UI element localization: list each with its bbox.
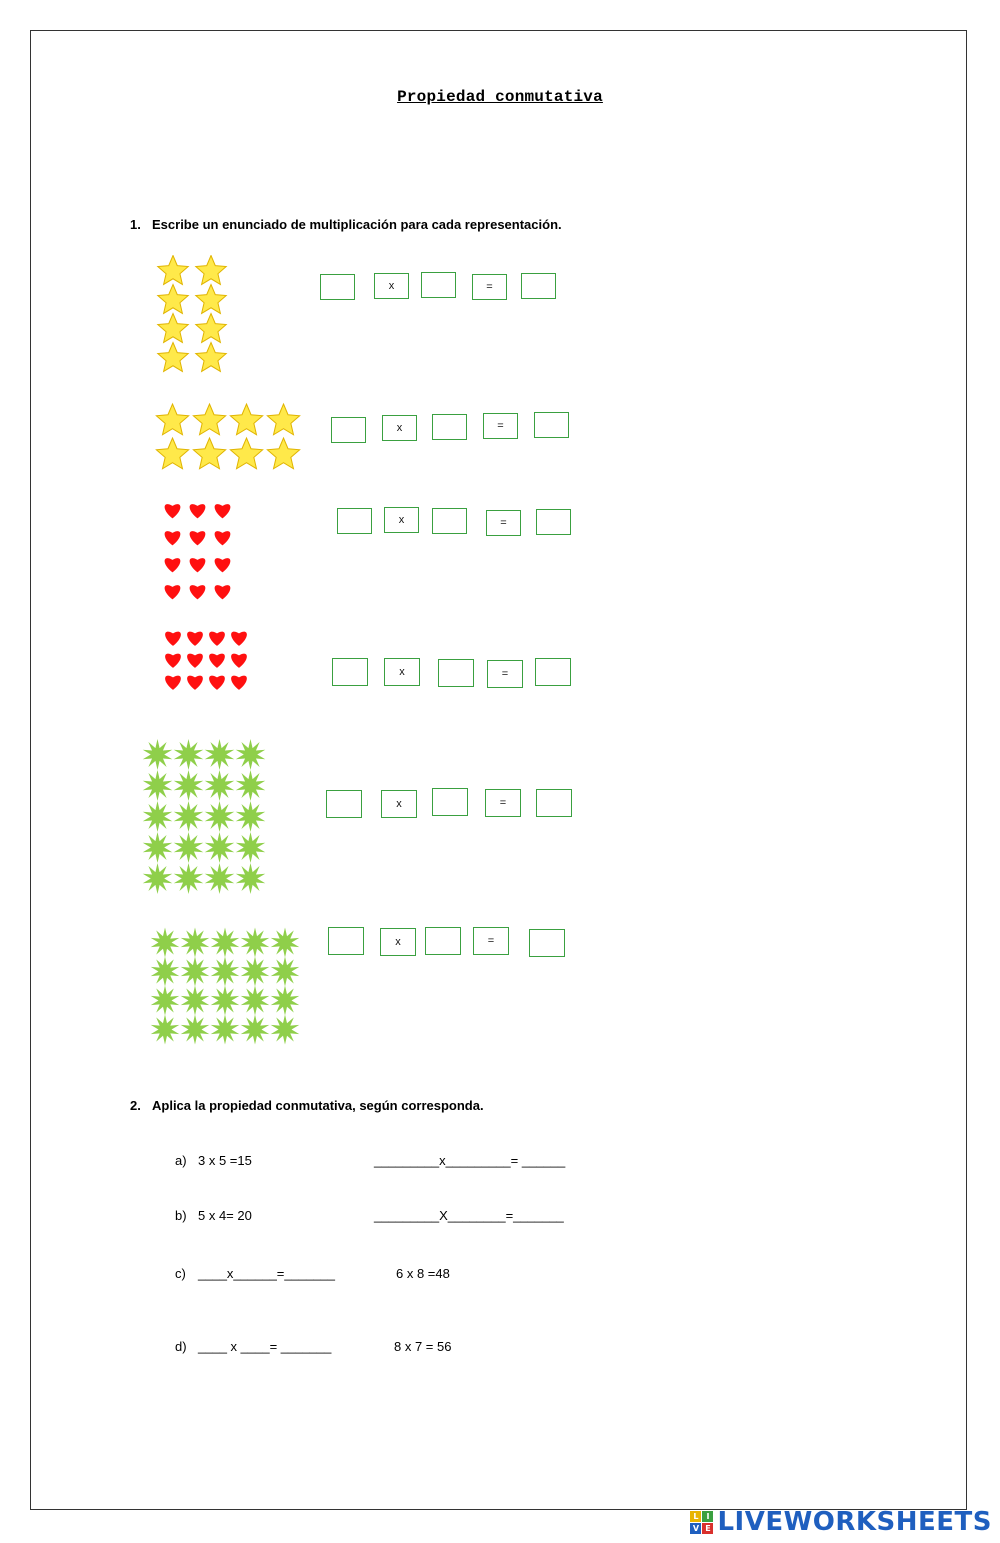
exercise-a-right[interactable]: _________x_________= ______ xyxy=(374,1153,566,1168)
burst-icon xyxy=(205,832,234,863)
heart-icon xyxy=(190,558,206,572)
figure-svg xyxy=(152,402,304,474)
question-1-heading xyxy=(130,217,562,232)
heart-icon xyxy=(215,504,231,518)
figure-svg xyxy=(152,255,232,375)
burst-icon xyxy=(174,832,203,863)
star-icon xyxy=(156,438,188,469)
heart-icon xyxy=(231,654,247,668)
page-title: Propiedad conmutativa xyxy=(397,88,603,106)
exercise-a-letter: a) xyxy=(175,1153,187,1168)
burst-icon xyxy=(174,739,203,770)
equals-box-3: = xyxy=(486,510,521,536)
question-1-text: Escribe un enunciado de multiplicación para cada representación. xyxy=(152,217,562,232)
burst-icon xyxy=(181,986,210,1016)
burst-icon xyxy=(143,832,172,863)
figure-stars-2x4 xyxy=(152,402,304,479)
heart-icon xyxy=(165,585,181,599)
answer-box-2b[interactable] xyxy=(432,414,467,440)
burst-icon xyxy=(241,957,270,987)
burst-icon xyxy=(181,957,210,987)
logo-letter-e: E xyxy=(702,1523,713,1534)
figure-bursts-5x4 xyxy=(140,737,268,901)
burst-icon xyxy=(236,739,265,770)
star-icon xyxy=(267,438,299,469)
burst-icon xyxy=(181,1015,210,1045)
heart-icon xyxy=(209,654,225,668)
answer-box-3b[interactable] xyxy=(432,508,467,534)
exercise-b-left: 5 x 4= 20 xyxy=(198,1208,252,1223)
star-icon xyxy=(158,285,188,314)
heart-icon xyxy=(190,531,206,545)
answer-box-3c[interactable] xyxy=(536,509,571,535)
logo-letter-i: I xyxy=(702,1511,713,1522)
answer-box-1a[interactable] xyxy=(320,274,355,300)
logo-letter-l: L xyxy=(690,1511,701,1522)
star-icon xyxy=(193,438,225,469)
burst-icon xyxy=(241,928,270,958)
burst-icon xyxy=(211,1015,240,1045)
answer-box-3a[interactable] xyxy=(337,508,372,534)
star-icon xyxy=(267,404,299,435)
burst-icon xyxy=(236,801,265,832)
figure-svg xyxy=(158,494,237,606)
exercise-b-letter: b) xyxy=(175,1208,187,1223)
answer-box-2a[interactable] xyxy=(331,417,366,443)
equals-box-5: = xyxy=(485,789,521,817)
times-box-1: x xyxy=(374,273,409,299)
burst-icon xyxy=(271,928,300,958)
exercise-a-left: 3 x 5 =15 xyxy=(198,1153,252,1168)
answer-box-6b[interactable] xyxy=(425,927,461,955)
star-icon xyxy=(196,314,226,343)
star-icon xyxy=(158,343,188,372)
exercise-c-letter: c) xyxy=(175,1266,186,1281)
star-icon xyxy=(193,404,225,435)
equals-box-1: = xyxy=(472,274,507,300)
burst-icon xyxy=(151,1015,180,1045)
answer-box-1c[interactable] xyxy=(521,273,556,299)
answer-box-2c[interactable] xyxy=(534,412,569,438)
heart-icon xyxy=(165,676,181,690)
figure-stars-4x2 xyxy=(152,255,232,380)
burst-icon xyxy=(151,957,180,987)
answer-box-5a[interactable] xyxy=(326,790,362,818)
exercise-d-letter: d) xyxy=(175,1339,187,1354)
burst-icon xyxy=(236,863,265,894)
burst-icon xyxy=(151,928,180,958)
burst-icon xyxy=(236,770,265,801)
times-box-3: x xyxy=(384,507,419,533)
burst-icon xyxy=(174,801,203,832)
figure-hearts-4x3 xyxy=(158,494,237,611)
burst-icon xyxy=(174,770,203,801)
burst-icon xyxy=(211,957,240,987)
answer-box-5c[interactable] xyxy=(536,789,572,817)
logo-letter-v: V xyxy=(690,1523,701,1534)
answer-box-6a[interactable] xyxy=(328,927,364,955)
burst-icon xyxy=(211,928,240,958)
question-2-heading xyxy=(130,1098,484,1113)
burst-icon xyxy=(205,801,234,832)
burst-icon xyxy=(271,957,300,987)
equals-box-6: = xyxy=(473,927,509,955)
burst-icon xyxy=(151,986,180,1016)
figure-svg xyxy=(148,926,302,1046)
heart-icon xyxy=(165,531,181,545)
heart-icon xyxy=(187,676,203,690)
times-box-2: x xyxy=(382,415,417,441)
star-icon xyxy=(158,314,188,343)
burst-icon xyxy=(143,801,172,832)
burst-icon xyxy=(205,739,234,770)
question-2-text: Aplica la propiedad conmutativa, según corresponda. xyxy=(152,1098,484,1113)
times-box-4: x xyxy=(384,658,420,686)
exercise-d-left[interactable]: ____ x ____= _______ xyxy=(198,1339,332,1354)
heart-icon xyxy=(190,504,206,518)
figure-svg xyxy=(160,624,252,694)
heart-icon xyxy=(209,632,225,646)
question-1-number: 1. xyxy=(130,217,141,232)
heart-icon xyxy=(165,654,181,668)
burst-icon xyxy=(143,739,172,770)
figure-bursts-4x5 xyxy=(148,926,302,1051)
question-2-number: 2. xyxy=(130,1098,141,1113)
times-box-6: x xyxy=(380,928,416,956)
logo-grid-icon xyxy=(690,1511,713,1534)
heart-icon xyxy=(209,676,225,690)
answer-box-4b[interactable] xyxy=(438,659,474,687)
exercise-c-left[interactable]: ____x______=_______ xyxy=(198,1266,336,1281)
burst-icon xyxy=(241,986,270,1016)
star-icon xyxy=(230,404,262,435)
figure-hearts-3x4 xyxy=(160,624,252,699)
heart-icon xyxy=(190,585,206,599)
logo-text: LIVEWORKSHEETS xyxy=(717,1507,992,1537)
burst-icon xyxy=(211,986,240,1016)
times-box-5: x xyxy=(381,790,417,818)
burst-icon xyxy=(143,770,172,801)
answer-box-6c[interactable] xyxy=(529,929,565,957)
heart-icon xyxy=(187,654,203,668)
heart-icon xyxy=(165,632,181,646)
star-icon xyxy=(230,438,262,469)
burst-icon xyxy=(181,928,210,958)
heart-icon xyxy=(215,558,231,572)
answer-box-4a[interactable] xyxy=(332,658,368,686)
burst-icon xyxy=(236,832,265,863)
answer-box-4c[interactable] xyxy=(535,658,571,686)
heart-icon xyxy=(231,632,247,646)
burst-icon xyxy=(271,1015,300,1045)
heart-icon xyxy=(215,585,231,599)
star-icon xyxy=(158,256,188,285)
burst-icon xyxy=(174,863,203,894)
burst-icon xyxy=(271,986,300,1016)
exercise-b-right[interactable]: _________X________=_______ xyxy=(374,1208,564,1223)
liveworksheets-logo xyxy=(690,1507,992,1537)
star-icon xyxy=(156,404,188,435)
heart-icon xyxy=(231,676,247,690)
equals-box-2: = xyxy=(483,413,518,439)
star-icon xyxy=(196,343,226,372)
burst-icon xyxy=(143,863,172,894)
exercise-d-right: 8 x 7 = 56 xyxy=(394,1339,452,1354)
heart-icon xyxy=(187,632,203,646)
burst-icon xyxy=(241,1015,270,1045)
exercise-c-right: 6 x 8 =48 xyxy=(396,1266,450,1281)
heart-icon xyxy=(165,504,181,518)
equals-box-4: = xyxy=(487,660,523,688)
figure-svg xyxy=(140,737,268,896)
burst-icon xyxy=(205,863,234,894)
answer-box-5b[interactable] xyxy=(432,788,468,816)
star-icon xyxy=(196,285,226,314)
star-icon xyxy=(196,256,226,285)
answer-box-1b[interactable] xyxy=(421,272,456,298)
heart-icon xyxy=(165,558,181,572)
burst-icon xyxy=(205,770,234,801)
heart-icon xyxy=(215,531,231,545)
